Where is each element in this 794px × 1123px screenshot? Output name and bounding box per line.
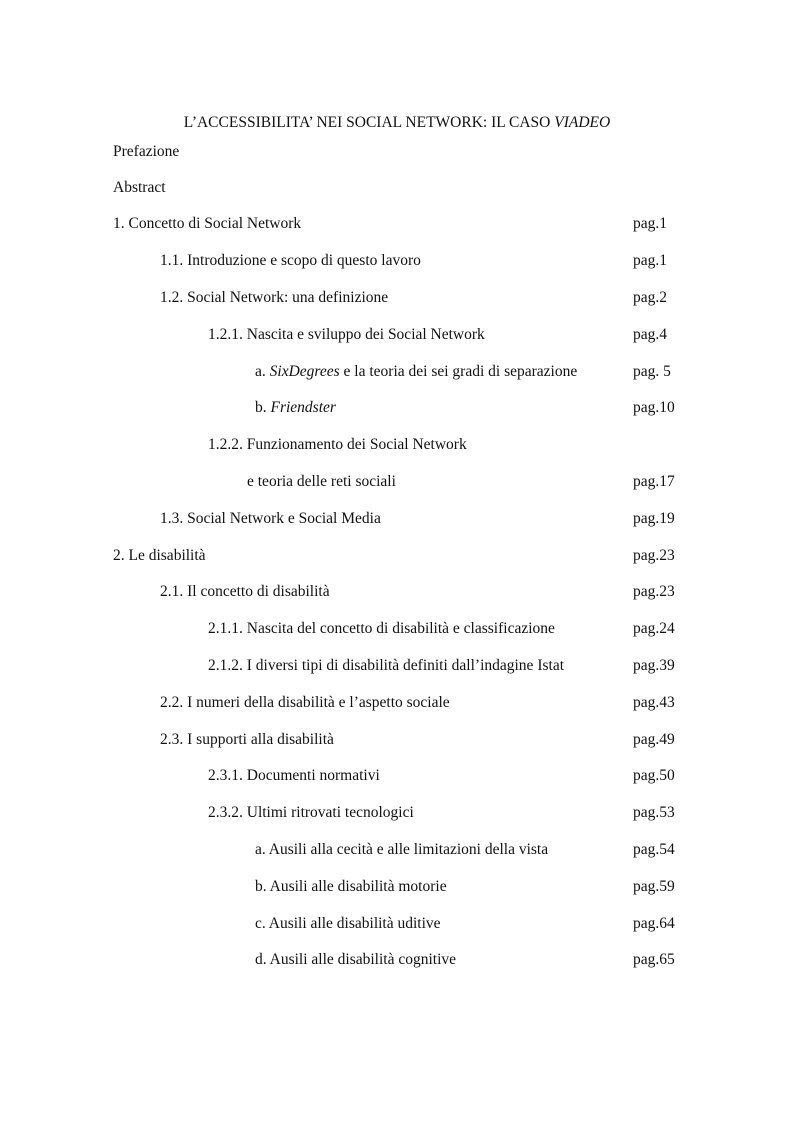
toc-entry [160,730,334,750]
toc-entry-abstract [113,178,166,198]
toc-page-number: pag.10 [633,399,675,416]
toc-entry [113,214,301,234]
toc-page-number: pag.49 [633,731,675,748]
toc-entry [208,766,380,786]
toc-entry [255,362,577,382]
toc-label: Abstract [113,179,166,196]
toc-label: 2.1.2. I diversi tipi di disabilità definiti dall’indagine Istat [208,657,565,674]
toc-page-number: pag.59 [633,878,675,895]
title-main: L’ACCESSIBILITA’ NEI SOCIAL NETWORK: IL CASO [183,114,555,131]
toc-page-number: pag.64 [633,915,675,932]
toc-label: 1.2. Social Network: una definizione [160,289,389,306]
toc-entry [208,435,467,455]
toc-label-prefix: a. [255,363,270,380]
toc-label: 2.1. Il concetto di disabilità [160,583,330,600]
toc-page-number: pag.54 [633,841,675,858]
toc-entry [160,251,421,271]
toc-entry [160,509,381,529]
toc-entry-continuation [247,472,396,492]
toc-page-number: pag. 5 [633,363,671,380]
toc-label: c. Ausili alle disabilità uditive [255,915,441,932]
toc-label: 2. Le disabilità [113,547,206,564]
toc-page-number: pag.43 [633,694,675,711]
toc-label [255,399,336,416]
toc-entry [255,398,336,418]
toc-page-number: pag.65 [633,951,675,968]
toc-entry [160,582,330,602]
toc-entry [160,693,450,713]
toc-label: 2.3.1. Documenti normativi [208,767,380,784]
toc-label-italic: SixDegrees [269,363,340,380]
toc-label: 2.2. I numeri della disabilità e l’aspetto sociale [160,694,450,711]
toc-label: 2.1.1. Nascita del concetto di disabilità e classificazione [208,620,555,637]
toc-entry [208,619,555,639]
toc-label: 1. Concetto di Social Network [113,215,302,232]
toc-page-number: pag.23 [633,547,675,564]
toc-label: 1.3. Social Network e Social Media [160,510,381,527]
toc-page-number: pag.53 [633,804,675,821]
document-title [0,113,794,133]
title-italic: VIADEO [554,114,611,131]
toc-entry [113,546,206,566]
toc-entry [160,288,388,308]
toc-label-prefix: b. [255,399,271,416]
toc-label: 1.2.1. Nascita e sviluppo dei Social Network [208,326,485,343]
toc-page-number: pag.1 [633,215,668,232]
toc-page-number: pag.17 [633,473,675,490]
toc-page-number: pag.19 [633,510,675,527]
toc-entry [255,914,441,934]
toc-label [255,363,577,380]
toc-entry [208,656,564,676]
toc-page-number: pag.1 [633,252,668,269]
toc-entry [255,877,447,897]
toc-entry [255,950,456,970]
toc-page-number: pag.2 [633,289,668,306]
toc-page-number: pag.24 [633,620,675,637]
toc-label: a. Ausili alla cecità e alle limitazioni della vista [255,841,549,858]
toc-label: 2.3. I supporti alla disabilità [160,731,334,748]
toc-label: 2.3.2. Ultimi ritrovati tecnologici [208,804,414,821]
toc-entry [208,325,485,345]
toc-page-number: pag.4 [633,326,668,343]
toc-label: 1.2.2. Funzionamento dei Social Network [208,436,467,453]
toc-page-number: pag.50 [633,767,675,784]
toc-label: Prefazione [113,143,180,160]
toc-label-rest: e la teoria dei sei gradi di separazione [339,363,578,380]
toc-label: d. Ausili alle disabilità cognitive [255,951,457,968]
toc-entry-prefazione [113,142,179,162]
toc-page-number: pag.39 [633,657,675,674]
toc-label: 1.1. Introduzione e scopo di questo lavoro [160,252,421,269]
toc-label: e teoria delle reti sociali [247,473,396,490]
toc-entry [255,840,548,860]
toc-label-italic: Friendster [270,399,336,416]
toc-label: b. Ausili alle disabilità motorie [255,878,447,895]
toc-entry [208,803,414,823]
toc-page-number: pag.23 [633,583,675,600]
